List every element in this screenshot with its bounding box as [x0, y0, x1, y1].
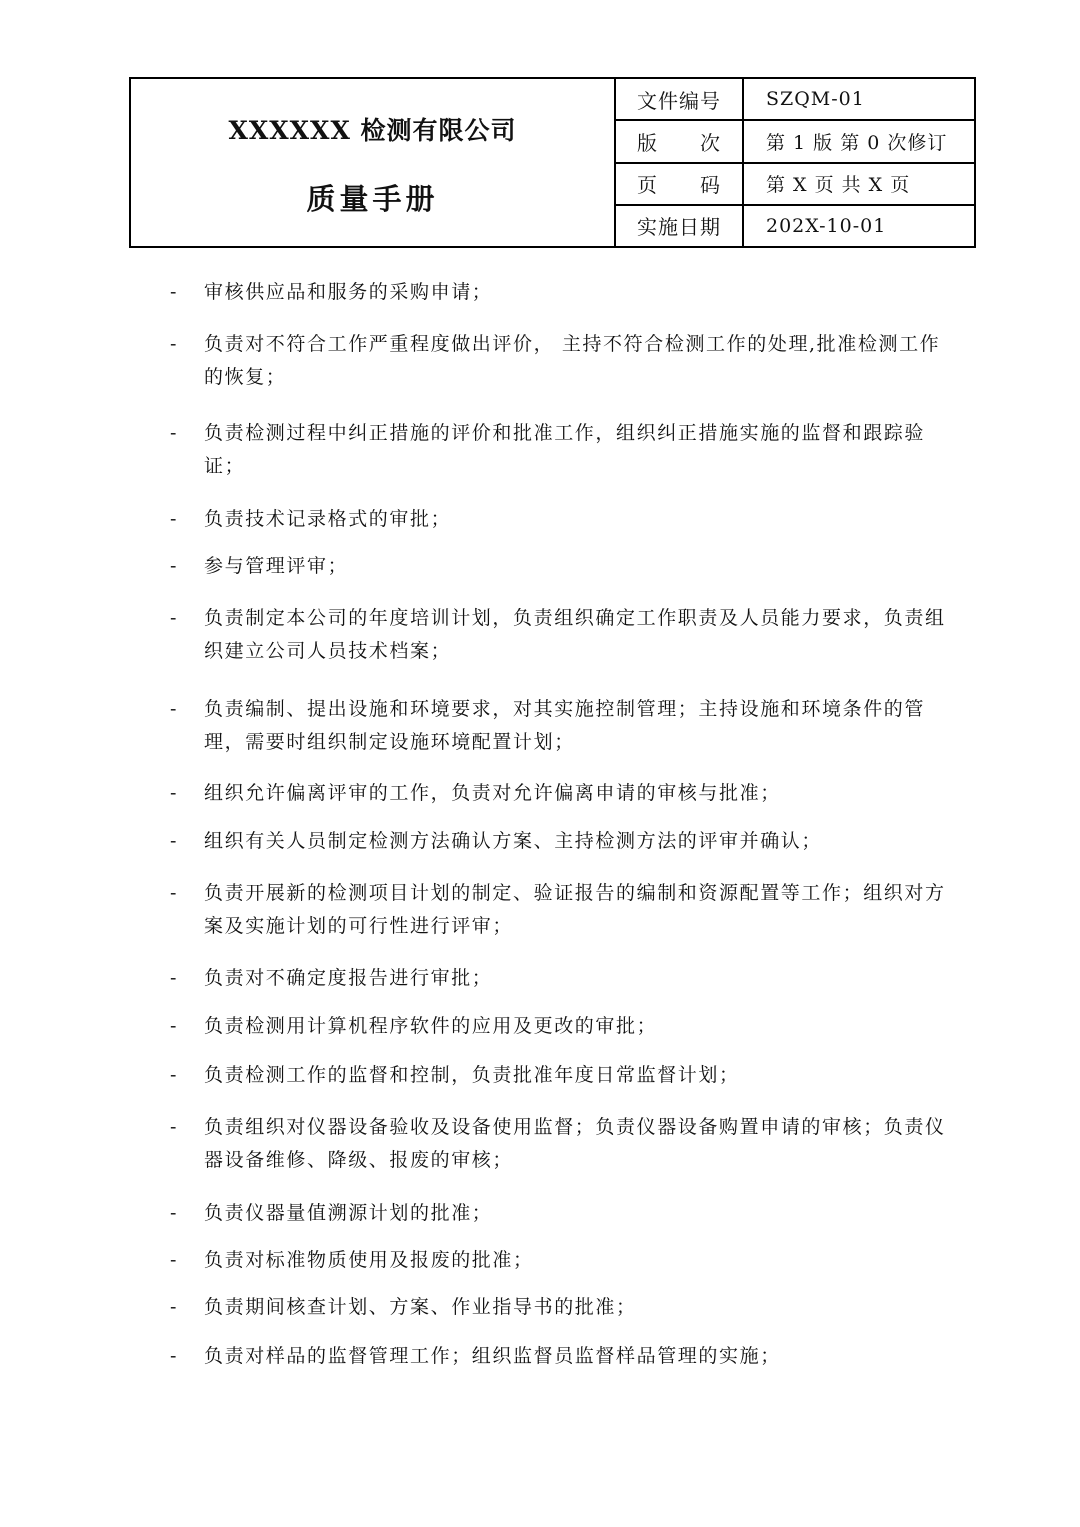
- bullet-dash: -: [170, 1296, 177, 1318]
- list-item-text: 负责对不确定度报告进行审批；: [204, 967, 493, 989]
- meta-row-page: [616, 164, 974, 206]
- list-item-text: 负责检测工作的监督和控制，负责批准年度日常监督计划；: [204, 1064, 740, 1086]
- list-item-text: 负责编制、提出设施和环境要求，对其实施控制管理；主持设施和环境条件的管理，需要时组织制定设施环境配置计划；: [204, 698, 926, 753]
- list-item-text: 负责期间核查计划、方案、作业指导书的批准；: [204, 1296, 637, 1318]
- bullet-dash: -: [170, 1116, 177, 1138]
- company-name: XXXXXX 检测有限公司: [228, 116, 517, 145]
- manual-title: 质量手册: [306, 182, 439, 216]
- bullet-dash: -: [170, 1064, 177, 1086]
- bullet-dash: -: [170, 508, 177, 530]
- header-meta-table: [616, 79, 974, 246]
- meta-row-effective-date: [616, 206, 974, 246]
- list-item-text: 负责技术记录格式的审批；: [204, 508, 452, 530]
- list-item-text: 负责组织对仪器设备验收及设备使用监督；负责仪器设备购置申请的审核；负责仪器设备维修、降级、报废的审核；: [204, 1116, 946, 1171]
- meta-label: 页 码: [616, 164, 744, 204]
- bullet-dash: -: [170, 1015, 177, 1037]
- bullet-dash: -: [170, 967, 177, 989]
- bullet-dash: -: [170, 830, 177, 852]
- meta-value: 第 X 页 共 X 页: [766, 174, 911, 197]
- list-item-text: 负责检测用计算机程序软件的应用及更改的审批；: [204, 1015, 658, 1037]
- bullet-dash: -: [170, 882, 177, 904]
- list-item-text: 组织有关人员制定检测方法确认方案、主持检测方法的评审并确认；: [204, 830, 823, 852]
- bullet-dash: -: [170, 555, 177, 577]
- list-item-text: 负责对不符合工作严重程度做出评价， 主持不符合检测工作的处理,批准检测工作的恢复；: [204, 333, 941, 388]
- list-item-text: 负责检测过程中纠正措施的评价和批准工作，组织纠正措施实施的监督和跟踪验证；: [204, 422, 926, 477]
- bullet-dash: -: [170, 1345, 177, 1367]
- meta-value: 202X-10-01: [766, 214, 887, 237]
- bullet-dash: -: [170, 281, 177, 303]
- bullet-dash: -: [170, 1202, 177, 1224]
- bullet-dash: -: [170, 698, 177, 720]
- list-item-text: 负责对样品的监督管理工作；组织监督员监督样品管理的实施；: [204, 1345, 781, 1367]
- list-item-text: 负责开展新的检测项目计划的制定、验证报告的编制和资源配置等工作；组织对方案及实施计划的可行性进行评审；: [204, 882, 946, 937]
- list-item-text: 审核供应品和服务的采购申请；: [204, 281, 493, 303]
- meta-row-doc-number: [616, 79, 974, 121]
- meta-value: 第 1 版 第 0 次修订: [766, 131, 948, 154]
- bullet-dash: -: [170, 422, 177, 444]
- header-title-block: [131, 79, 616, 246]
- bullet-dash: -: [170, 782, 177, 804]
- list-item-text: 负责制定本公司的年度培训计划，负责组织确定工作职责及人员能力要求，负责组织建立公司人员技术档案；: [204, 607, 946, 662]
- list-item-text: 负责对标准物质使用及报废的批准；: [204, 1249, 534, 1271]
- bullet-dash: -: [170, 607, 177, 629]
- meta-label: 文件编号: [616, 79, 744, 119]
- meta-value: SZQM-01: [766, 88, 865, 111]
- list-item-text: 组织允许偏离评审的工作，负责对允许偏离申请的审核与批准；: [204, 782, 781, 804]
- meta-label: 实施日期: [616, 206, 744, 246]
- document-header: [129, 77, 976, 248]
- meta-row-edition: [616, 121, 974, 163]
- bullet-dash: -: [170, 1249, 177, 1271]
- meta-label: 版 次: [616, 121, 744, 161]
- list-item-text: 负责仪器量值溯源计划的批准；: [204, 1202, 493, 1224]
- bullet-dash: -: [170, 333, 177, 355]
- list-item-text: 参与管理评审；: [204, 555, 349, 577]
